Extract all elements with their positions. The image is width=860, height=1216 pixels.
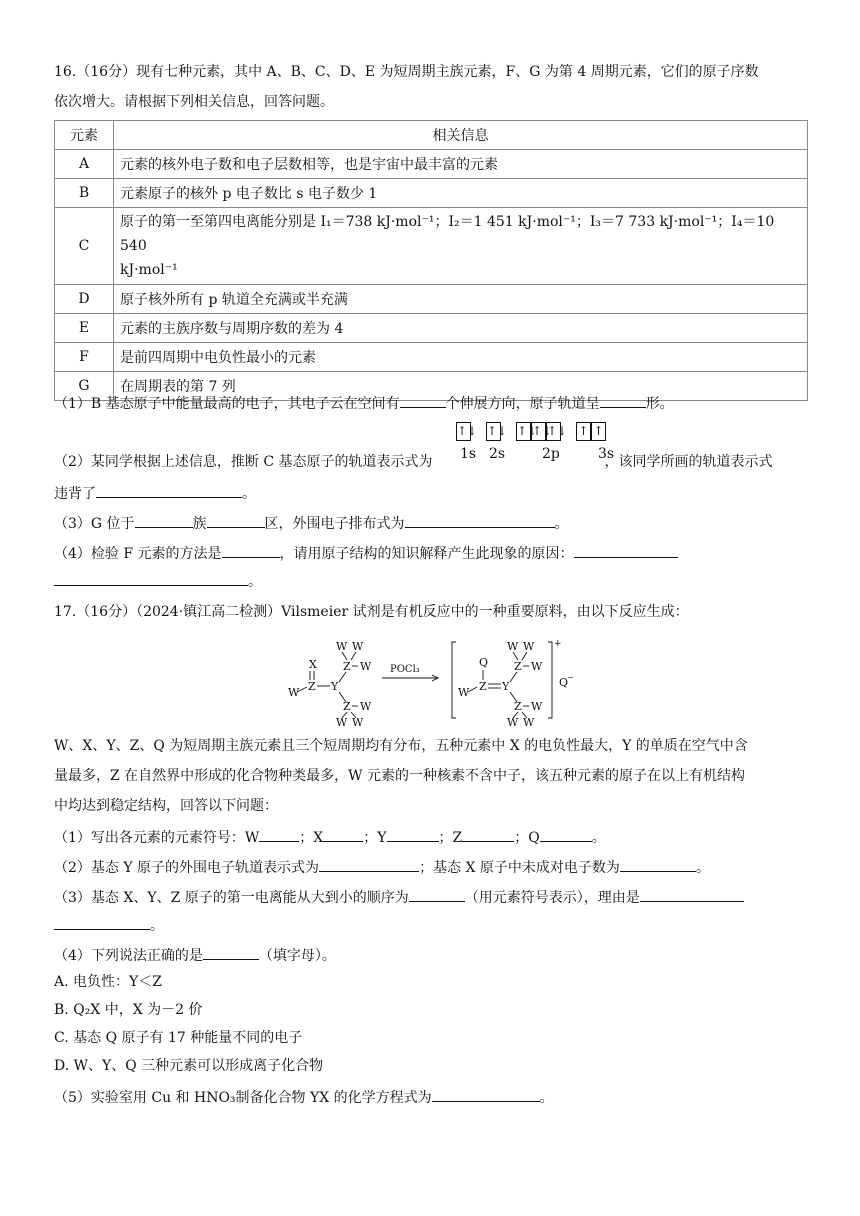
row-info-line2: kJ·mol⁻¹	[120, 262, 178, 278]
orbital-box: ↑↓	[486, 422, 501, 441]
answer-blank[interactable]	[540, 826, 592, 842]
orbital-box: ↑↓	[531, 422, 546, 441]
answer-blank[interactable]	[574, 542, 678, 558]
atom-label: W	[336, 716, 348, 728]
q16-part1: （1）B 基态原子中能量最高的电子，其电子云在空间有 个伸展方向，原子轨道呈 形。	[54, 392, 674, 414]
atom-label: W	[360, 700, 372, 713]
table-header-element: 元素	[55, 121, 114, 150]
atom-label: Y	[502, 680, 510, 693]
table-row	[55, 208, 808, 285]
orbital-box: ↑↓	[456, 422, 471, 441]
table-row	[55, 150, 808, 179]
reagent-label: POCl₃	[390, 664, 420, 675]
orbital-label: 3s	[598, 446, 615, 462]
atom-label: W	[507, 640, 519, 653]
q17-part1: （1）写出各元素的元素符号：W ；X ；Y ；Z ；Q 。	[54, 826, 606, 848]
answer-blank[interactable]	[387, 826, 439, 842]
q17-part3-cont: 。	[54, 914, 164, 936]
atom-label: W	[531, 700, 543, 713]
answer-blank[interactable]	[203, 944, 259, 960]
row-info: 元素的核外电子数和电子层数相等，也是宇宙中最丰富的元素	[114, 150, 808, 179]
q17-intro: 17.（16分）（2024·镇江高二检测）Vilsmeier 试剂是有机反应中的一种重要原料，由以下反应生成：	[54, 604, 689, 620]
orbital-label: 1s	[460, 446, 477, 462]
q16-intro-line2: 依次增大。请根据下列相关信息，回答问题。	[54, 94, 334, 110]
atom-label: Z	[514, 660, 522, 673]
row-element: E	[55, 314, 114, 343]
answer-blank[interactable]	[135, 512, 193, 528]
orbital-label: 2s	[489, 446, 506, 462]
atom-label: Z	[343, 700, 351, 713]
q17-desc-line2: 量最多，Z 在自然界中形成的化合物种类最多，W 元素的一种核素不含中子，该五种元素的原子在以上有机结构	[54, 768, 746, 784]
reaction-scheme	[280, 630, 580, 728]
orbital-box: ↑↓	[546, 422, 561, 441]
q17-part4: （4）下列说法正确的是 （填字母）。	[54, 944, 336, 966]
atom-label: W	[507, 716, 519, 728]
q17-desc-line1: W、X、Y、Z、Q 为短周期主族元素且三个短周期均有分布，五种元素中 X 的电负性最大，Y 的单质在空气中含	[54, 738, 748, 754]
q16-part2-cont: 违背了 。	[54, 482, 256, 504]
q17-option-a[interactable]: A. 电负性：Y＜Z	[54, 974, 162, 990]
answer-blank[interactable]	[640, 886, 744, 902]
answer-blank[interactable]	[222, 542, 280, 558]
q17-part5: （5）实验室用 Cu 和 HNO₃制备化合物 YX 的化学方程式为 。	[54, 1086, 554, 1108]
orbital-box: ↑	[591, 422, 606, 441]
atom-label: Q	[479, 656, 489, 669]
answer-blank[interactable]	[409, 886, 465, 902]
q17-desc-line3: 中均达到稳定结构，回答以下问题：	[54, 798, 278, 814]
atom-label: W	[352, 640, 364, 653]
atom-label: Y	[331, 680, 339, 693]
row-element: C	[55, 208, 114, 285]
answer-blank[interactable]	[96, 482, 242, 498]
q17-option-c[interactable]: C. 基态 Q 原子有 17 种能量不同的电子	[54, 1030, 303, 1046]
row-info-line1: 原子的第一至第四电离能分别是 I₁＝738 kJ·mol⁻¹；I₂＝1 451 kJ·mol⁻¹；I₃＝7 733 kJ·mol⁻¹；I₄＝10 540	[120, 214, 775, 254]
answer-blank[interactable]	[600, 392, 646, 408]
answer-blank[interactable]	[405, 512, 555, 528]
atom-label: W	[336, 640, 348, 653]
q17-option-d[interactable]: D. W、Y、Q 三种元素可以形成离子化合物	[54, 1058, 324, 1074]
q17-part2: （2）基态 Y 原子的外围电子轨道表示式为 ；基态 X 原子中未成对电子数为 。	[54, 856, 710, 878]
charge-plus: +	[554, 639, 562, 649]
orbital-label: 2p	[542, 446, 560, 462]
q16-part2: （2）某同学根据上述信息，推断 C 基态原子的轨道表示式为 ，该同学所画的轨道表示式	[54, 454, 773, 470]
q16-part4: （4）检验 F 元素的方法是 ，请用原子结构的知识解释产生此现象的原因：	[54, 542, 678, 564]
row-info: 在周期表的第 7 列	[114, 372, 808, 401]
q16-intro-line1: 16.（16分）现有七种元素，其中 A、B、C、D、E 为短周期主族元素，F、G 为第 4 周期元素，它们的原子序数	[54, 64, 759, 80]
answer-blank[interactable]	[432, 1086, 540, 1102]
row-info: 是前四周期中电负性最小的元素	[114, 343, 808, 372]
atom-label: W	[523, 640, 535, 653]
atom-label: Z	[343, 660, 351, 673]
row-info: 元素原子的核外 p 电子数比 s 电子数少 1	[114, 179, 808, 208]
answer-blank[interactable]	[259, 826, 299, 842]
answer-blank[interactable]	[400, 392, 446, 408]
answer-blank[interactable]	[207, 512, 265, 528]
row-element: D	[55, 285, 114, 314]
atom-label: W	[523, 716, 535, 728]
q17-option-b[interactable]: B. Q₂X 中，X 为－2 价	[54, 1002, 203, 1018]
table-row	[55, 285, 808, 314]
answer-blank[interactable]	[54, 914, 150, 930]
answer-blank[interactable]	[54, 570, 248, 586]
atom-label: W	[531, 660, 543, 673]
q16-info-table	[54, 120, 808, 401]
table-header-info: 相关信息	[114, 121, 808, 150]
row-info	[114, 208, 808, 285]
table-row	[55, 343, 808, 372]
q16-part4-cont: 。	[54, 570, 262, 592]
atom-label: W	[458, 686, 470, 699]
atom-label: Q	[559, 676, 569, 689]
table-row	[55, 179, 808, 208]
row-info: 原子核外所有 p 轨道全充满或半充满	[114, 285, 808, 314]
atom-label: W	[360, 660, 372, 673]
atom-label: W	[288, 686, 300, 699]
row-element: F	[55, 343, 114, 372]
atom-label: X	[309, 658, 317, 671]
orbital-box: ↑	[576, 422, 591, 441]
row-element: B	[55, 179, 114, 208]
charge-minus: −	[567, 673, 574, 682]
table-row	[55, 314, 808, 343]
atom-label: Z	[308, 680, 316, 693]
answer-blank[interactable]	[323, 826, 363, 842]
q17-part3: （3）基态 X、Y、Z 原子的第一电离能从大到小的顺序为 （用元素符号表示），理由是	[54, 886, 744, 908]
answer-blank[interactable]	[319, 856, 419, 872]
q16-part3: （3）G 位于 族 区，外围电子排布式为 。	[54, 512, 569, 534]
row-element: A	[55, 150, 114, 179]
atom-label: Z	[479, 680, 487, 693]
answer-blank[interactable]	[462, 826, 514, 842]
orbital-box: ↑↓	[516, 422, 531, 441]
row-info: 元素的主族序数与周期序数的差为 4	[114, 314, 808, 343]
row-element: G	[55, 372, 114, 401]
atom-label: Z	[514, 700, 522, 713]
atom-label: W	[352, 716, 364, 728]
answer-blank[interactable]	[620, 856, 696, 872]
